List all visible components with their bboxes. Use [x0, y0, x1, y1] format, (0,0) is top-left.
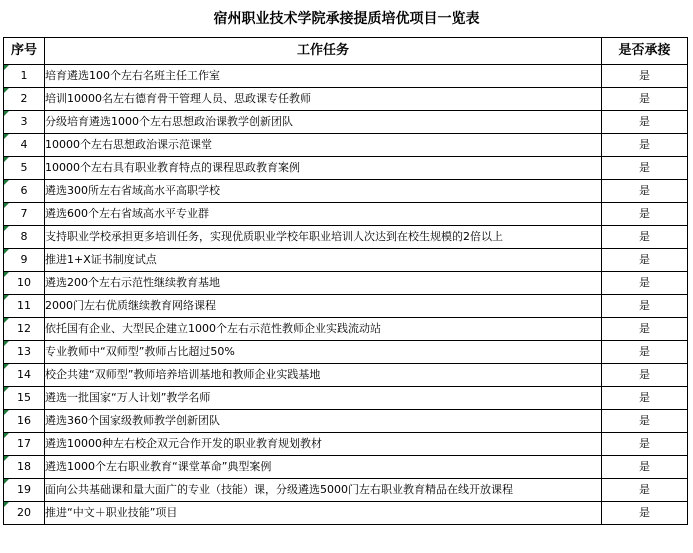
cell-task[interactable]: 培训10000名左右德育骨干管理人员、思政课专任教师	[45, 88, 602, 111]
cell-task[interactable]: 遴选1000个左右职业教育“课堂革命”典型案例	[45, 456, 602, 479]
cell-undertake[interactable]: 是	[602, 433, 688, 456]
cell-no[interactable]: 4	[4, 134, 45, 157]
table-row	[4, 456, 688, 479]
cell-undertake[interactable]: 是	[602, 203, 688, 226]
cell-no[interactable]: 14	[4, 364, 45, 387]
cell-task[interactable]: 推进1+X证书制度试点	[45, 249, 602, 272]
table-row	[4, 410, 688, 433]
cell-task[interactable]: 2000门左右优质继续教育网络课程	[45, 295, 602, 318]
cell-task[interactable]: 专业教师中“双师型”教师占比超过50%	[45, 341, 602, 364]
cell-undertake[interactable]: 是	[602, 295, 688, 318]
cell-undertake[interactable]: 是	[602, 387, 688, 410]
cell-undertake[interactable]: 是	[602, 272, 688, 295]
cell-undertake[interactable]: 是	[602, 180, 688, 203]
header-no[interactable]: 序号	[4, 38, 45, 65]
cell-task[interactable]: 培育遴选100个左右名班主任工作室	[45, 65, 602, 88]
table-row	[4, 249, 688, 272]
cell-no[interactable]: 11	[4, 295, 45, 318]
cell-no[interactable]: 9	[4, 249, 45, 272]
table-row	[4, 157, 688, 180]
cell-task[interactable]: 分级培育遴选1000个左右思想政治课教学创新团队	[45, 111, 602, 134]
cell-no[interactable]: 2	[4, 88, 45, 111]
page-title: 宿州职业技术学院承接提质培优项目一览表	[213, 11, 480, 27]
cell-task[interactable]: 依托国有企业、大型民企建立1000个左右示范性教师企业实践流动站	[45, 318, 602, 341]
cell-undertake[interactable]: 是	[602, 65, 688, 88]
cell-no[interactable]: 17	[4, 433, 45, 456]
cell-undertake[interactable]: 是	[602, 341, 688, 364]
cell-undertake[interactable]: 是	[602, 249, 688, 272]
table-row	[4, 134, 688, 157]
table-row	[4, 203, 688, 226]
cell-no[interactable]: 3	[4, 111, 45, 134]
table-row	[4, 479, 688, 502]
cell-no[interactable]: 5	[4, 157, 45, 180]
cell-no[interactable]: 12	[4, 318, 45, 341]
cell-task[interactable]: 推进“中文＋职业技能”项目	[45, 502, 602, 525]
table-row	[4, 387, 688, 410]
cell-undertake[interactable]: 是	[602, 364, 688, 387]
cell-no[interactable]: 8	[4, 226, 45, 249]
projects-table	[3, 37, 688, 525]
cell-no[interactable]: 10	[4, 272, 45, 295]
table-row	[4, 111, 688, 134]
cell-no[interactable]: 15	[4, 387, 45, 410]
cell-task[interactable]: 校企共建“双师型”教师培养培训基地和教师企业实践基地	[45, 364, 602, 387]
cell-task[interactable]: 遴选600个左右省域高水平专业群	[45, 203, 602, 226]
table-row	[4, 226, 688, 249]
cell-task[interactable]: 10000个左右具有职业教育特点的课程思政教育案例	[45, 157, 602, 180]
cell-task[interactable]: 遴选一批国家“万人计划”教学名师	[45, 387, 602, 410]
cell-task[interactable]: 支持职业学校承担更多培训任务，实现优质职业学校年职业培训人次达到在校生规模的2倍以上	[45, 226, 602, 249]
cell-no[interactable]: 19	[4, 479, 45, 502]
cell-no[interactable]: 1	[4, 65, 45, 88]
cell-no[interactable]: 20	[4, 502, 45, 525]
cell-undertake[interactable]: 是	[602, 226, 688, 249]
table-row	[4, 180, 688, 203]
cell-task[interactable]: 遴选360个国家级教师教学创新团队	[45, 410, 602, 433]
cell-no[interactable]: 13	[4, 341, 45, 364]
cell-task[interactable]: 遴选200个左右示范性继续教育基地	[45, 272, 602, 295]
table-header-row	[4, 38, 688, 65]
table-row	[4, 433, 688, 456]
cell-no[interactable]: 7	[4, 203, 45, 226]
cell-task[interactable]: 10000个左右思想政治课示范课堂	[45, 134, 602, 157]
table-row	[4, 502, 688, 525]
cell-no[interactable]: 16	[4, 410, 45, 433]
cell-undertake[interactable]: 是	[602, 479, 688, 502]
cell-undertake[interactable]: 是	[602, 88, 688, 111]
cell-undertake[interactable]: 是	[602, 456, 688, 479]
table-row	[4, 364, 688, 387]
table-row	[4, 272, 688, 295]
header-task[interactable]: 工作任务	[45, 38, 602, 65]
cell-undertake[interactable]: 是	[602, 410, 688, 433]
cell-undertake[interactable]: 是	[602, 134, 688, 157]
cell-task[interactable]: 遴选10000种左右校企双元合作开发的职业教育规划教材	[45, 433, 602, 456]
table-row	[4, 88, 688, 111]
table-row	[4, 341, 688, 364]
cell-task[interactable]: 面向公共基础课和量大面广的专业（技能）课，分级遴选5000门左右职业教育精品在线开放课程	[45, 479, 602, 502]
cell-undertake[interactable]: 是	[602, 502, 688, 525]
cell-task[interactable]: 遴选300所左右省域高水平高职学校	[45, 180, 602, 203]
cell-undertake[interactable]: 是	[602, 318, 688, 341]
table-row	[4, 318, 688, 341]
cell-no[interactable]: 6	[4, 180, 45, 203]
cell-undertake[interactable]: 是	[602, 157, 688, 180]
cell-no[interactable]: 18	[4, 456, 45, 479]
table-row	[4, 65, 688, 88]
header-undertake[interactable]: 是否承接	[602, 38, 688, 65]
cell-undertake[interactable]: 是	[602, 111, 688, 134]
table-row	[4, 295, 688, 318]
